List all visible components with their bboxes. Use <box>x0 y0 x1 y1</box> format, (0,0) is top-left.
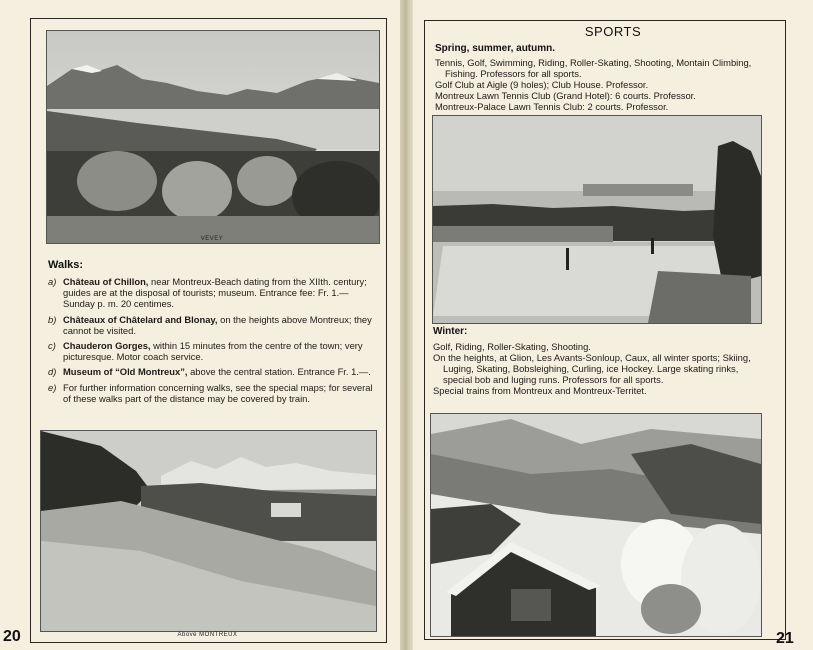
winter-heading: Winter: <box>433 326 468 337</box>
walk-text: on the heights above Montreux; they cannot be visited. <box>63 313 372 336</box>
walk-text: For further information concerning walks, see the special maps; for several of these walks part of the distance may be covered by train. <box>63 381 373 404</box>
book-gutter <box>400 0 413 650</box>
winter-text <box>433 341 760 396</box>
summer-line: Montreux Lawn Tennis Club (Grand Hotel): 6 courts. Professor. <box>435 90 696 101</box>
walk-item <box>48 276 375 310</box>
walks-list <box>48 276 375 408</box>
walk-title: Chauderon Gorges, <box>63 340 151 352</box>
walk-item <box>48 366 375 377</box>
summer-line: Tennis, Golf, Swimming, Riding, Roller-Skating, Shooting, Montain Climbing, Fishing. Professors for all sports. <box>435 57 752 79</box>
walk-label: d) <box>48 366 57 378</box>
above-montreux-photo <box>40 430 377 632</box>
walk-title: Château of Chillon, <box>63 276 149 287</box>
walk-label: a) <box>48 276 57 287</box>
page-number-left: 20 <box>3 628 21 645</box>
summer-text <box>435 57 760 112</box>
vevey-photo-caption: VEVEY <box>200 236 224 242</box>
walk-text: within 15 minutes from the centre of the town; very picturesque. Motor coach service. <box>63 340 363 363</box>
walk-label: c) <box>48 340 56 352</box>
walks-heading: Walks: <box>48 259 84 271</box>
summer-heading: Spring, summer, autumn. <box>435 43 556 54</box>
walk-item <box>48 340 375 362</box>
tennis-court-photo <box>432 115 762 324</box>
page-number-right: 21 <box>776 630 794 647</box>
vevey-photo <box>46 30 380 244</box>
sports-title: SPORTS <box>584 24 642 39</box>
winter-line: On the heights, at Glion, Les Avants-Sonloup, Caux, all winter sports; Skiing, Luging, Skating, Bobsleighing, Curling, ice Hockey. Large skating rinks, special bob and luging runs. Professors for all sports. <box>433 352 751 385</box>
walk-text: near Montreux-Beach dating from the XIIth. century; guides are at the disposal of tourists; museum. Entrance fee: Fr. 1.— Sunday p. m. 20 centimes. <box>63 276 367 310</box>
summer-line: Montreux-Palace Lawn Tennis Club: 2 courts. Professor. <box>435 101 669 112</box>
walk-item <box>48 314 375 336</box>
walk-label: b) <box>48 313 57 325</box>
walk-title: Museum of “Old Montreux”, <box>63 366 188 378</box>
winter-line: Golf, Riding, Roller-Skating, Shooting. <box>433 341 591 352</box>
above-montreux-photo-caption: Above MONTREUX <box>177 632 238 638</box>
walk-item <box>48 382 375 404</box>
walk-text: above the central station. Entrance Fr. 1.—. <box>187 366 371 378</box>
walk-label: e) <box>48 381 57 393</box>
walk-title: Châteaux of Châtelard and Blonay, <box>63 313 218 325</box>
winter-chalet-photo <box>430 413 762 637</box>
summer-line: Golf Club at Aigle (9 holes); Club House. Professor. <box>435 79 649 90</box>
winter-line: Special trains from Montreux and Montreux-Territet. <box>433 385 647 396</box>
